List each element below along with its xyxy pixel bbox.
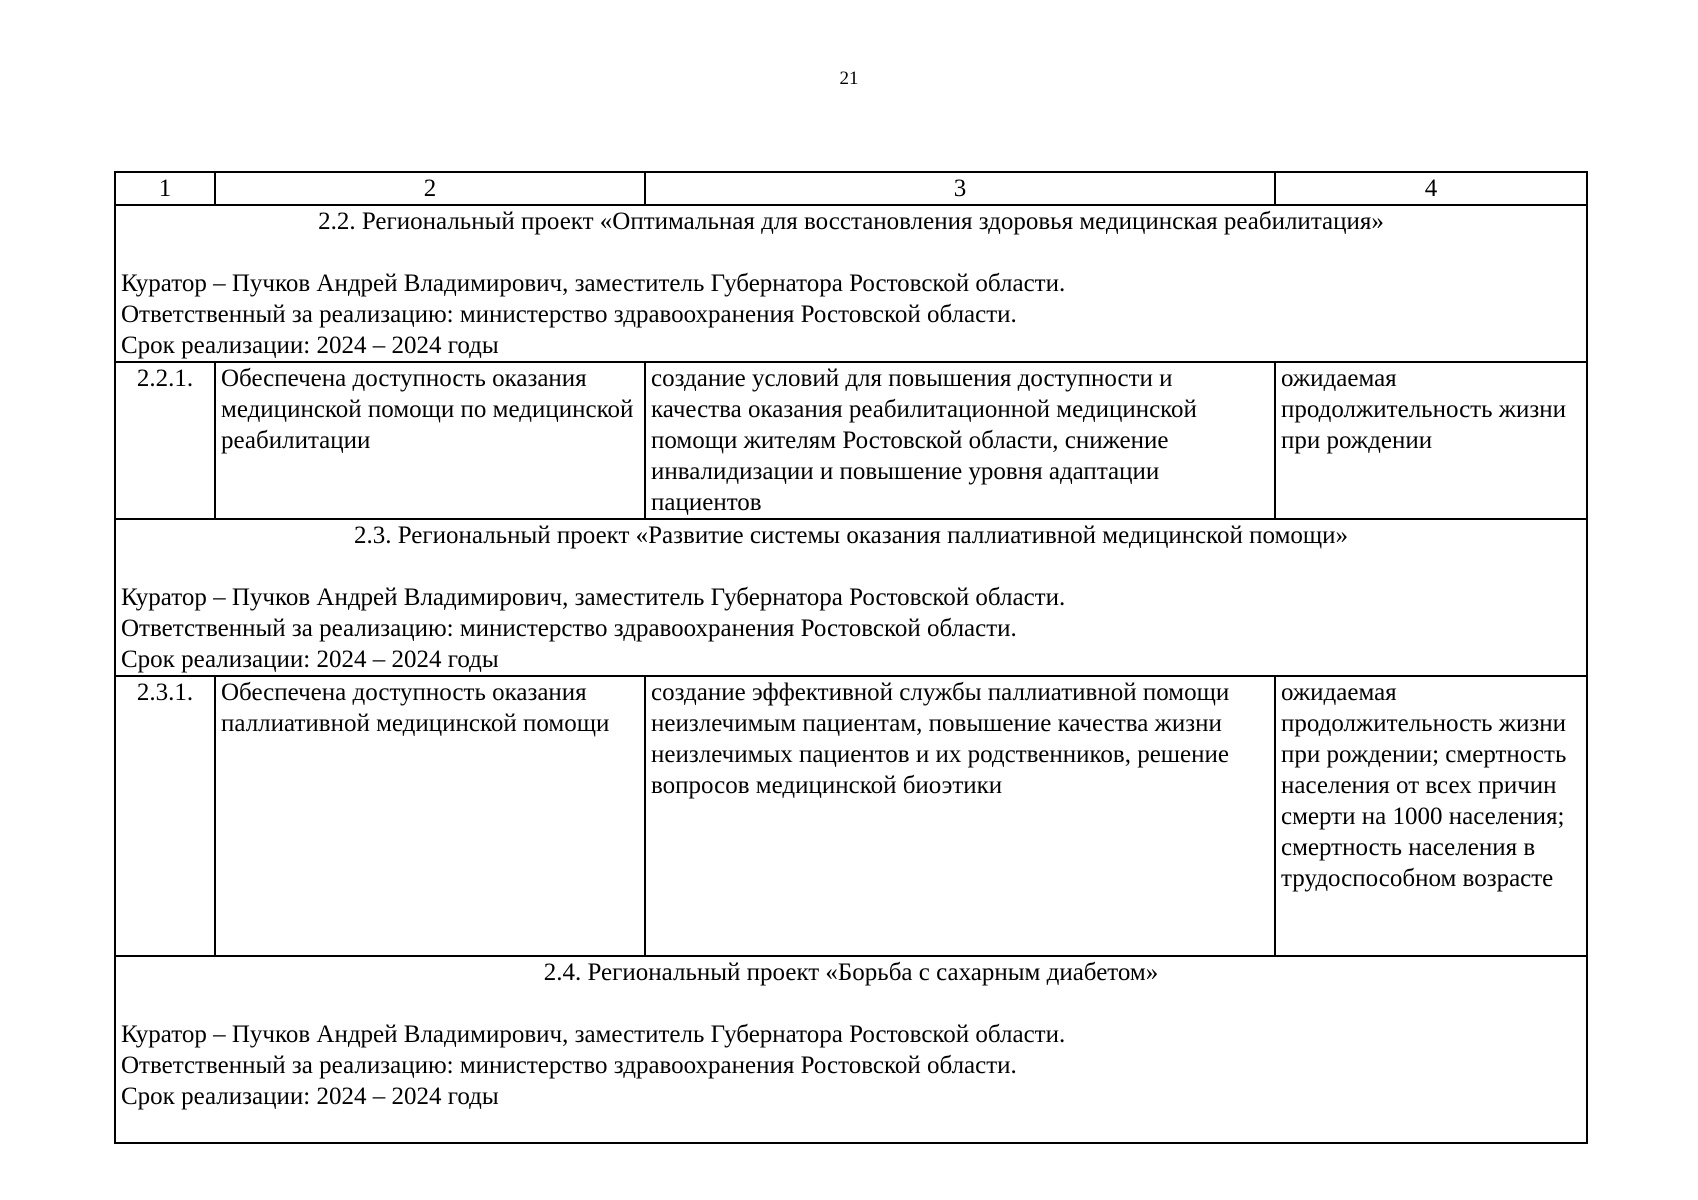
- section-curator: Куратор – Пучков Андрей Владимирович, заместитель Губернатора Ростовской области.: [121, 1021, 1066, 1048]
- table-row: [115, 676, 1587, 956]
- program-table: [114, 171, 1588, 1144]
- column-header-4: 4: [1275, 172, 1587, 205]
- section-term: Срок реализации: 2024 – 2024 годы: [121, 646, 499, 673]
- row-number: 2.3.1.: [115, 676, 215, 956]
- section-title: 2.2. Региональный проект «Оптимальная для восстановления здоровья медицинская реабилитация»: [318, 208, 1384, 235]
- column-header-2: 2: [215, 172, 645, 205]
- row-effect: создание эффективной службы паллиативной помощи неизлечимым пациентам, повышение качества жизни неизлечимых пациентов и их родственников, решение вопросов медицинской биоэтики: [645, 676, 1275, 956]
- section-responsible: Ответственный за реализацию: министерство здравоохранения Ростовской области.: [121, 301, 1017, 328]
- section-cell-2-3: [115, 519, 1587, 676]
- section-title: 2.3. Региональный проект «Развитие системы оказания паллиативной медицинской помощи»: [353, 522, 1349, 549]
- column-header-3: 3: [645, 172, 1275, 205]
- row-effect: создание условий для повышения доступности и качества оказания реабилитационной медицинской помощи жителям Ростовской области, снижение инвалидизации и повышение уровня адаптации пациентов: [645, 362, 1275, 519]
- section-curator: Куратор – Пучков Андрей Владимирович, заместитель Губернатора Ростовской области.: [121, 584, 1066, 611]
- section-responsible: Ответственный за реализацию: министерство здравоохранения Ростовской области.: [121, 615, 1017, 642]
- row-task: Обеспечена доступность оказания паллиативной медицинской помощи: [215, 676, 645, 956]
- section-cell-2-4: [115, 956, 1587, 1143]
- section-term: Срок реализации: 2024 – 2024 годы: [121, 332, 499, 359]
- row-indicator: ожидаемая продолжительность жизни при рождении; смертность населения от всех причин смерти на 1000 населения; смертность населения в трудоспособном возрасте: [1275, 676, 1587, 956]
- row-task: Обеспечена доступность оказания медицинской помощи по медицинской реабилитации: [215, 362, 645, 519]
- section-title: 2.4. Региональный проект «Борьба с сахарным диабетом»: [543, 959, 1159, 986]
- section-term: Срок реализации: 2024 – 2024 годы: [121, 1083, 499, 1110]
- section-responsible: Ответственный за реализацию: министерство здравоохранения Ростовской области.: [121, 1052, 1017, 1079]
- table-row: [115, 362, 1587, 519]
- table-header-row: [115, 172, 1587, 205]
- section-row-2-2: [115, 205, 1587, 362]
- section-curator: Куратор – Пучков Андрей Владимирович, заместитель Губернатора Ростовской области.: [121, 270, 1066, 297]
- column-header-1: 1: [115, 172, 215, 205]
- row-indicator: ожидаемая продолжительность жизни при рождении: [1275, 362, 1587, 519]
- section-row-2-4: [115, 956, 1587, 1143]
- page-number: 21: [839, 68, 859, 89]
- section-row-2-3: [115, 519, 1587, 676]
- row-number: 2.2.1.: [115, 362, 215, 519]
- section-cell-2-2: [115, 205, 1587, 362]
